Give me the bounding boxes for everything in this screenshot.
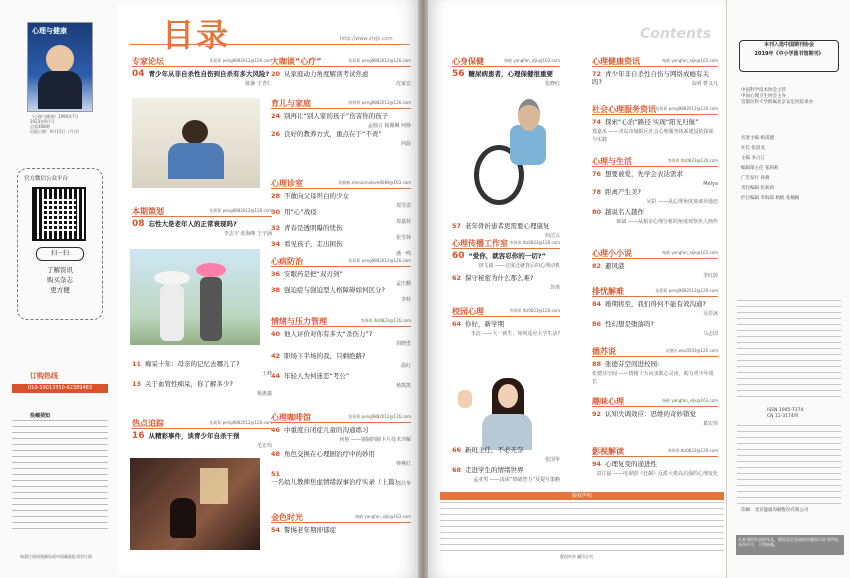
entry-title: 糖尿病患者，心理保健很重要 xyxy=(468,70,554,78)
entry-title: 你好，新学期 xyxy=(465,320,505,328)
entry-author: 李红蔚 xyxy=(702,273,718,279)
cover-portrait-face xyxy=(46,45,74,73)
page-number: 04 xyxy=(132,69,145,79)
section-name: 心理咖啡馆 xyxy=(271,413,311,422)
section-name: 社会心理服务资讯 xyxy=(592,105,656,114)
title-rule xyxy=(130,44,410,45)
qr-line: 了解资讯 xyxy=(47,266,73,274)
entry-author: 何晨 xyxy=(400,141,411,147)
entry-author: 郑嘉荷 xyxy=(395,219,411,225)
section-header xyxy=(132,56,272,67)
qr-line: 更方便 xyxy=(50,286,70,294)
magazine-cover xyxy=(27,22,93,112)
entry-author: 孟亚男 ——浅谈“情绪智力”及提升策略 xyxy=(473,477,560,483)
section-header xyxy=(592,104,718,115)
entry-title: 走进学生的情绪世界 xyxy=(465,466,524,474)
entry-author: 张国华 xyxy=(544,457,560,463)
page-number: 30 xyxy=(271,208,281,216)
entry-author: 张晓红 xyxy=(544,81,560,87)
hotline-number: 010-59013350-62389483 xyxy=(12,384,108,393)
entry-title: 角色交换在心理剧治疗中的妙用 xyxy=(284,450,376,458)
toc-entry[interactable] xyxy=(271,70,411,87)
page-number: 08 xyxy=(132,219,145,229)
entry-author: 郭昌华 xyxy=(395,481,411,487)
entry-author: 张雪林 xyxy=(395,235,411,241)
page-number: 48 xyxy=(271,450,281,458)
entry-author: 何艳 ——钢制的制卡片技术详解 xyxy=(339,437,411,443)
section-editor: 张莉莉 peng9882012@126.com xyxy=(348,414,411,419)
section-name: 校园心理 xyxy=(452,307,484,316)
section-header xyxy=(592,156,718,167)
entry-author: 郑嘉禾 ——青岛市城阳区社会心理服务体系建设的探索与实践 xyxy=(592,129,714,143)
entry-author: 李洁 ——大一新生，如何适应大学生活? xyxy=(470,331,560,337)
hotline-label: 订购热线 xyxy=(30,372,58,380)
toc-entry[interactable] xyxy=(592,170,718,187)
entry-title: 探索“心治”路径 实现“阳光归航” xyxy=(605,118,699,126)
page-number: 34 xyxy=(271,240,281,248)
entry-author: 李志宇 张海峰 王宇涵 xyxy=(223,231,272,237)
section-header xyxy=(132,418,272,429)
page-number: 82 xyxy=(592,262,602,270)
page-number: 94 xyxy=(592,460,602,468)
toc-entry[interactable] xyxy=(132,219,272,237)
staff-line: 主编 李占江 xyxy=(741,156,765,161)
page-number: 20 xyxy=(271,70,281,78)
section-editor: 张莉莉 peng9882012@126.com xyxy=(209,208,272,213)
toc-entry[interactable] xyxy=(592,70,718,86)
sponsor-line: 首都医科大学附属北京安定医院承办 xyxy=(741,100,813,105)
page-number: 36 xyxy=(271,270,281,278)
section-editor: 李海琼 lhz0823@126.com xyxy=(509,240,560,245)
sponsor-line: 中国心理卫生协会主办 xyxy=(741,94,786,99)
toc-entry[interactable] xyxy=(271,330,411,347)
section-name: 趣味心理 xyxy=(592,397,624,406)
toc-entry[interactable] xyxy=(271,112,411,129)
cover-title: 心理与健康 xyxy=(32,27,67,35)
section-editor: 张莉莉 peng9882012@126.com xyxy=(348,258,411,263)
entry-author: 唐文斌 ——过度迁就背后的心理动机 xyxy=(478,263,560,269)
section-editor: 杨帆 yangfan_xljk@163.com xyxy=(662,250,718,255)
right-info-column xyxy=(726,0,850,578)
entry-author: 马志国 xyxy=(702,331,718,337)
section-editor: 张莉莉 peng9882012@126.com xyxy=(209,58,272,63)
section-editor: 张莉莉 peng9882012@126.com xyxy=(655,106,718,111)
section-header xyxy=(271,316,411,327)
page-number: 74 xyxy=(592,118,602,126)
toc-entry[interactable] xyxy=(132,360,272,377)
entry-title: 职场下半场的我，只剩绝路? xyxy=(284,352,366,360)
entry-author: 杨惠鑫 xyxy=(256,391,272,397)
toc-entry[interactable] xyxy=(271,240,411,257)
page-number: 16 xyxy=(132,431,145,441)
entry-author: 苏琪 xyxy=(549,285,560,291)
toc-entry[interactable] xyxy=(452,69,560,87)
toc-entry[interactable] xyxy=(132,380,272,397)
section-header xyxy=(271,412,411,423)
page-number: 62 xyxy=(452,274,462,282)
issue-line: 总第308期 xyxy=(30,124,50,129)
entry-title: 他人评价对你有多大“杀伤力”? xyxy=(284,330,373,338)
section-header xyxy=(592,346,718,357)
section-name: 排忧解难 xyxy=(592,287,624,296)
section-editor: 郭婷婷 peng9882012@126.com xyxy=(348,100,411,105)
entry-title: 青少年非自杀性自伤与网络成瘾有关吗? xyxy=(592,70,710,86)
entry-title: 强迫症与强迫型人格障碍如何区分? xyxy=(284,286,385,294)
section-editor: 吴德苏 wsx0503@126.com xyxy=(665,348,718,353)
section-editor: 杨帆 yangfan_xljk@163.com xyxy=(662,398,718,403)
issue-line: 《心理与健康》1994年7月 xyxy=(30,114,79,119)
section-name: 金色时光 xyxy=(271,513,303,522)
entry-author: 李特 xyxy=(400,297,411,303)
entry-title: 别再让“别人家的孩子”伤害你的孩子 xyxy=(284,112,389,120)
entry-author: 陈静 王杏仁 xyxy=(245,81,272,87)
toc-entry[interactable] xyxy=(132,69,272,87)
staff-line: 社长 张道龙 xyxy=(741,146,765,151)
award-stamp xyxy=(739,40,839,72)
entry-author: 钟燕红 xyxy=(395,461,411,467)
entry-title: 痴呆十年：母亲的记忆去哪儿了? xyxy=(145,360,240,368)
left-info-column xyxy=(0,0,119,578)
page-number: 56 xyxy=(452,69,465,79)
toc-title: 目录 xyxy=(162,16,231,54)
page-number: 32 xyxy=(271,224,281,232)
section-header xyxy=(271,178,411,189)
page-number: 68 xyxy=(452,466,462,474)
toc-entry[interactable] xyxy=(592,300,718,317)
section-name: 热点追踪 xyxy=(132,419,164,428)
page-number: 88 xyxy=(592,360,602,368)
section-editor: 张楠楠 zhenannalove8089@163.com xyxy=(338,180,411,185)
toc-entry[interactable] xyxy=(271,372,411,389)
section-header xyxy=(132,206,272,217)
section-editor: 李海琼 lhz0823@126.com xyxy=(360,318,411,323)
cover-portrait-suit xyxy=(38,71,82,109)
page-number: 80 xyxy=(592,208,602,216)
toc-entry[interactable] xyxy=(592,460,718,477)
toc-entry[interactable] xyxy=(452,446,560,463)
page-number: 57 xyxy=(452,222,462,230)
toc-entry[interactable] xyxy=(592,360,718,385)
subscribe-footer: 如需订阅请到邮局或中国邮政报刊亭订阅 xyxy=(20,554,92,559)
entry-author: 吴彩 ——从心理角度谈谈异地恋 xyxy=(646,199,718,205)
section-editor: 李海琼 lhz0823@126.com xyxy=(667,448,718,453)
page-number: 28 xyxy=(271,192,281,200)
page-number: 42 xyxy=(271,352,281,360)
toc-entry[interactable] xyxy=(271,352,411,369)
page-number: 40 xyxy=(271,330,281,338)
page-number: 38 xyxy=(271,286,281,294)
stamp-line: 本刊入选中国期刊协会 xyxy=(763,42,814,48)
qr-benefits xyxy=(32,265,88,295)
stamp-line: 2019年《中小学图书馆期刊》 xyxy=(754,51,824,57)
toc-entry[interactable] xyxy=(271,208,411,225)
toc-entry[interactable] xyxy=(271,470,411,486)
page-number: 51 xyxy=(271,470,281,478)
section-header xyxy=(592,56,718,67)
toc-entry[interactable] xyxy=(592,262,718,279)
section-header xyxy=(592,396,718,407)
entry-author: 潘一鸣 xyxy=(395,251,411,257)
section-name: 本期策划 xyxy=(132,207,164,216)
entry-author: 胡晓勇 xyxy=(395,341,411,347)
copyright-footer: 版权所有 翻印必究 xyxy=(560,554,594,559)
copyright-text-block xyxy=(440,502,724,552)
site-url[interactable]: http://www.xlyjk.com xyxy=(340,36,393,42)
section-name: 情绪与压力管理 xyxy=(271,317,327,326)
section-editor: 张莉莉 peng9882012@126.com xyxy=(655,288,718,293)
entry-author: Melya xyxy=(703,181,718,187)
page-number: 46 xyxy=(271,426,281,434)
page-number: 11 xyxy=(132,360,142,368)
section-name: 心病防治 xyxy=(271,257,303,266)
qr-line: 购买杂志 xyxy=(47,276,73,284)
entry-title: 老年骨折患者更需要心理康复 xyxy=(465,222,550,230)
section-header xyxy=(452,56,560,67)
entry-author: 毛宏伟 xyxy=(256,443,272,449)
photo-student-thumbs-up xyxy=(452,370,536,450)
toc-entry[interactable] xyxy=(271,224,411,241)
toc-entry[interactable] xyxy=(271,426,411,443)
page-number: 60 xyxy=(452,251,465,261)
section-name: 心理与生活 xyxy=(592,157,632,166)
section-editor: 李海琼 lhz0823@126.com xyxy=(667,158,718,163)
photo-boy-studying xyxy=(132,98,260,188)
sponsor-lines xyxy=(741,88,850,106)
section-editor: 张莉莉 peng9882012@126.com xyxy=(209,420,272,425)
entry-author: 何洁云 xyxy=(544,233,560,239)
issue-line: 出版日期：9月15日（月刊） xyxy=(30,129,82,134)
notice-text-block xyxy=(12,420,108,532)
section-editor: 张莉莉 peng9882012@126.com xyxy=(348,58,411,63)
entry-title: 青春是透明曝的忧伤 xyxy=(284,224,343,232)
section-header xyxy=(452,306,560,317)
page-number: 92 xyxy=(592,410,602,418)
entry-author: 杨凯凯 xyxy=(395,383,411,389)
staff-line: 栏目编辑 李海琼 杨帆 张楠楠 xyxy=(741,196,800,201)
entry-title: 从精彩事件，谈青少年自杀干预 xyxy=(148,432,240,440)
page-number: 26 xyxy=(271,130,281,138)
section-editor: 杨帆 yangfan_xljk@163.com xyxy=(355,514,411,519)
entry-author: 沈家宏 xyxy=(395,81,411,87)
staff-list xyxy=(741,134,850,204)
entry-author: 葛宏伟 xyxy=(702,421,718,427)
entry-title: 关于血管性痴呆，你了解多少? xyxy=(145,380,233,388)
page-number: 66 xyxy=(452,446,462,454)
section-name: 心理小小说 xyxy=(592,249,632,258)
toc-entry[interactable] xyxy=(132,431,272,449)
entry-title: 忘性大是老年人的正常衰现吗? xyxy=(148,220,237,228)
contents-label: Contents xyxy=(640,26,712,42)
page-number: 76 xyxy=(592,170,602,178)
page-number: 44 xyxy=(271,372,281,380)
entry-title: 避风港 xyxy=(605,262,625,270)
entry-title: 保守秘密为什么那么难? xyxy=(465,274,534,282)
section-header xyxy=(271,256,411,267)
distribution-info-block xyxy=(737,425,841,505)
section-name: 心理传播工作室 xyxy=(452,239,508,248)
page-number: 84 xyxy=(592,300,602,308)
staff-line: 广告发行 孙燕 xyxy=(741,176,770,181)
issn: ISSN 1005-7374 xyxy=(767,408,804,413)
entry-title: 新班主任，不必无奈 xyxy=(465,446,524,454)
entry-author: 吴若冰 xyxy=(702,311,718,317)
entry-title: “爱你，就容忍你的一切?” xyxy=(468,252,546,260)
toc-entry[interactable] xyxy=(592,208,718,225)
toc-entry[interactable] xyxy=(271,270,411,287)
photo-elderly-exercising xyxy=(466,95,566,205)
toc-entry[interactable] xyxy=(271,286,411,303)
cn-number: CN 11-3174/R xyxy=(767,414,799,419)
toc-entry[interactable] xyxy=(271,192,411,209)
staff-line: 编辑部主任 张莉莉 xyxy=(741,166,779,171)
toc-entry[interactable] xyxy=(592,410,718,427)
entry-title: 心理复变的递进性 xyxy=(605,460,658,468)
printing-info: 印刷：北京盛通印刷股份有限公司 xyxy=(741,508,809,513)
section-header xyxy=(271,512,411,523)
section-header xyxy=(592,286,718,297)
page-number: 13 xyxy=(132,380,142,388)
staff-line: 责任编辑 彭莉莉 xyxy=(741,186,774,191)
toc-entry[interactable] xyxy=(452,222,560,239)
entry-title: 看见孩子，走出困伤 xyxy=(284,240,343,248)
entry-author: 郑雪姿 xyxy=(395,203,411,209)
entry-title: 良好的教养方式，重点在于“不责” xyxy=(284,130,382,138)
page-number: 54 xyxy=(271,526,281,534)
entry-author: 袁江福 ——电视剧《狂飙》反派大佬高启强的心理变化 xyxy=(596,471,718,477)
section-name: 德苏说 xyxy=(592,347,616,356)
entry-author: 高明 曹义凡 xyxy=(691,81,718,87)
section-name: 专家论坛 xyxy=(132,57,164,66)
toc-entry[interactable] xyxy=(271,130,411,147)
entry-title: 青少年从非自杀性自伤到自杀有多大风险? xyxy=(148,70,270,78)
entry-author: 张德芬空间 ——情绪十万问求救心灵夜，助力青少年成长 xyxy=(592,371,714,385)
section-header xyxy=(592,248,718,259)
qr-code[interactable] xyxy=(32,187,86,241)
section-name: 心身保健 xyxy=(452,57,484,66)
entry-title: 想要被爱，先学会表达需求 xyxy=(605,170,684,178)
entry-author: 温红 xyxy=(400,363,411,369)
entry-title: 从家庭动力角度解读考试焦虑 xyxy=(284,70,369,78)
page-number: 78 xyxy=(592,188,602,196)
entry-title: 不敢向父母坦白的少女 xyxy=(284,192,350,200)
rights-notice: 凡本刊所发表的作品，版权及信息网络传播权归本刊所有，未经许可，不得转载。 xyxy=(736,535,844,555)
issue-line: 2023年9月号 xyxy=(30,119,55,124)
section-header xyxy=(271,56,411,67)
section-editor: 杨帆 yangfan_xljk@163.com xyxy=(662,58,718,63)
entry-title: 中重度自闭症儿童的沟通练习 xyxy=(284,426,369,434)
page-number: 72 xyxy=(592,70,602,78)
entry-author: 王峰 xyxy=(261,371,272,377)
entry-author: 孟庆鹏 xyxy=(395,281,411,287)
notice-title: 投稿须知 xyxy=(30,413,51,419)
toc-entry[interactable] xyxy=(271,526,411,534)
entry-author: 孟伽言 杨佩琳 何铮 xyxy=(367,123,411,129)
entry-title: 用“心”战疫 xyxy=(284,208,317,216)
section-editor: 李海琼 lhz0823@126.com xyxy=(509,308,560,313)
section-header xyxy=(271,98,411,109)
entry-title: 距离产生美? xyxy=(605,188,641,196)
section-header xyxy=(452,238,560,249)
toc-entry[interactable] xyxy=(592,118,718,143)
entry-title: 越说名人越作 xyxy=(605,208,645,216)
entry-title: 认知失调效应：思维的奇妙错觉 xyxy=(605,410,697,418)
toc-entry[interactable] xyxy=(452,466,560,483)
entry-author: 韩斌 ——从相亲心理分析的角度观察名人画作 xyxy=(616,219,718,225)
section-name: 心理诊室 xyxy=(271,179,303,188)
photo-elderly-women xyxy=(130,249,260,345)
section-editor: 杨帆 yangfan_xljk@163.com xyxy=(504,58,560,63)
scan-button[interactable]: 扫一扫 xyxy=(36,247,84,261)
publisher-info-block xyxy=(737,300,841,400)
entry-title: 性幻想是堕落吗? xyxy=(605,320,654,328)
photo-sad-figure xyxy=(130,458,260,550)
section-name: 育儿与家庭 xyxy=(271,99,311,108)
sponsor-line: 中国科学技术协会主管 xyxy=(741,88,786,93)
entry-title: 张德芬空间进校园: xyxy=(605,360,660,368)
entry-title: 一名幼儿教师焦虑情绪叙事治疗实录（上篇） xyxy=(271,478,401,486)
toc-entry[interactable] xyxy=(592,320,718,337)
toc-entry[interactable] xyxy=(452,320,560,337)
page-number: 24 xyxy=(271,112,281,120)
toc-entry[interactable] xyxy=(271,450,411,467)
entry-title: 安眠药是把“双刃剑” xyxy=(284,270,343,278)
section-name: 大咖谈“心疗” xyxy=(271,57,322,66)
issue-info xyxy=(30,114,110,134)
wechat-qr-box xyxy=(17,168,103,320)
entry-title: 警惕老年期抑郁症 xyxy=(284,526,337,534)
qr-title: 官方微信公众平台 xyxy=(24,176,69,182)
toc-entry[interactable] xyxy=(592,188,718,205)
toc-entry[interactable] xyxy=(452,274,560,291)
page-number: 86 xyxy=(592,320,602,328)
page-gutter xyxy=(418,0,428,578)
page-number: 64 xyxy=(452,320,462,328)
copyright-notice-bar: 版权声明 xyxy=(440,492,724,500)
section-name: 影视解读 xyxy=(592,447,624,456)
entry-title: 年轻人为何迷恋“考公” xyxy=(284,372,350,380)
entry-title: 婚期将至，我们得何不能有效沟通? xyxy=(605,300,706,308)
staff-line: 名誉主编 杨甫德 xyxy=(741,136,774,141)
section-name: 心理健康资讯 xyxy=(592,57,640,66)
section-header xyxy=(592,446,718,457)
toc-entry[interactable] xyxy=(452,251,560,269)
